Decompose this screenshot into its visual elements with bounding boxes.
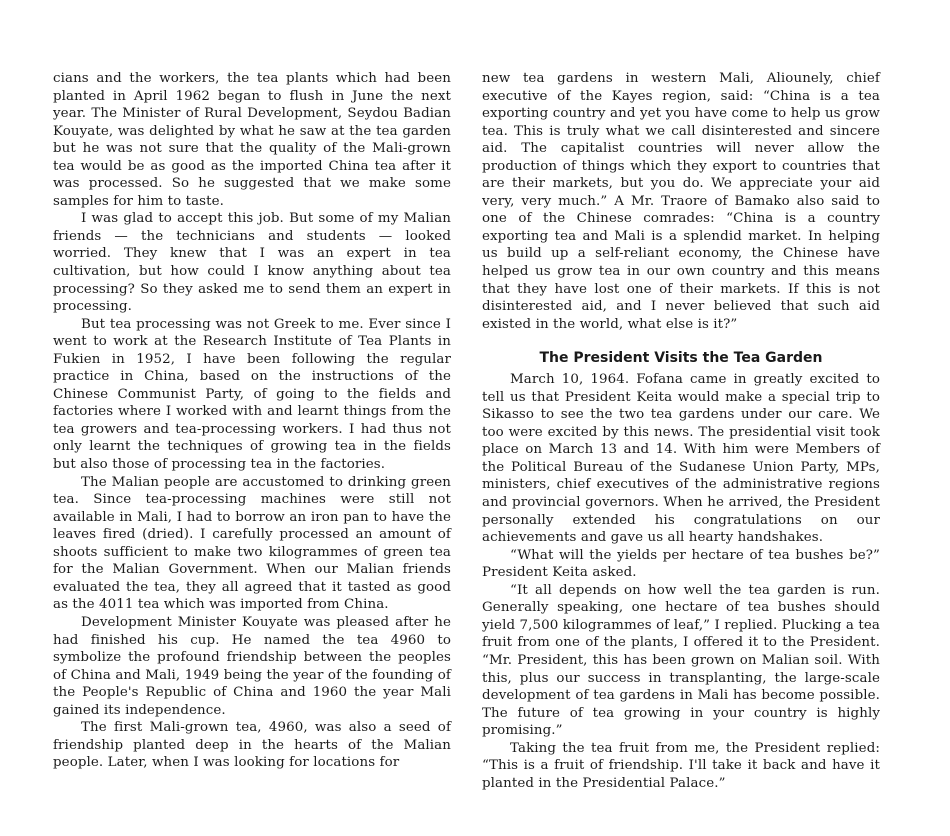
- paragraph: I was glad to accept this job. But some of my Malian friends — the technicians and students — looked worried. They knew that I was an expert in tea cultivation, but how could I know anything about tea processing? So they asked me to send them an expert in processing.: [53, 211, 451, 315]
- paragraph: March 10, 1964. Fofana came in greatly excited to tell us that President Keita would make a special trip to Sikasso to see the two tea gardens under our care. We too were excited by this news. The presidential visit took place on March 13 and 14. With him were Members of the Political Bureau of the Sudanese Union Party, MPs, ministers, chief executives of the administrative regions and provincial governors. When he arrived, the President personally extended his congratulations on our achievements and gave us all hearty handshakes.: [482, 372, 880, 546]
- paragraph: Taking the tea fruit from me, the President replied: “This is a fruit of friendship. I'll take it back and have it planted in the Presidential Palace.”: [482, 740, 880, 791]
- paragraph: cians and the workers, the tea plants which had been planted in April 1962 began to flush in June the next year. The Minister of Rural Development, Seydou Badian Kouyate, was delighted by what he saw at the tea garden but he was not sure that the quality of the Mali-grown tea would be as good as the imported China tea after it was processed. So he suggested that we make some samples for him to taste.: [53, 71, 451, 209]
- right-column: [482, 70, 880, 792]
- paragraph: Development Minister Kouyate was pleased after he had finished his cup. He named the tea 4960 to symbolize the profound friendship between the peoples of China and Mali, 1949 being the year of the founding of the People's Republic of China and 1960 the year Mali gained its independence.: [53, 614, 451, 718]
- paragraph: The first Mali-grown tea, 4960, was also a seed of friendship planted deep in the hearts of the Malian people. Later, when I was looking for locations for: [53, 720, 451, 771]
- paragraph: new tea gardens in western Mali, Aliounely, chief executive of the Kayes region, said: “China is a tea exporting country and yet you have come to help us grow tea. This is truly what we call disinterested and sincere aid. The capitalist countries will never allow the production of things which they export to countries that are their markets, but you do. We appreciate your aid very, very much.” A Mr. Traore of Bamako also said to one of the Chinese comrades: “China is a country exporting tea and Mali is a splendid market. In helping us build up a self-reliant economy, the Chinese have helped us grow tea in our own country and this means that they have lost one of their markets. If this is not disinterested aid, and I never believed that such aid existed in the world, what else is it?”: [482, 71, 880, 332]
- paragraph: The Malian people are accustomed to drinking green tea. Since tea-processing machines were still not available in Mali, I had to borrow an iron pan to have the leaves fired (dried). I carefully processed an amount of shoots sufficient to make two kilogrammes of green tea for the Malian Government. When our Malian friends evaluated the tea, they all agreed that it tasted as good as the 4011 tea which was imported from China.: [53, 474, 451, 613]
- section-heading: The President Visits the Tea Garden: [539, 350, 823, 367]
- left-column: [53, 70, 451, 772]
- paragraph: “What will the yields per hectare of tea bushes be?” President Keita asked.: [482, 547, 880, 581]
- paragraph: But tea processing was not Greek to me. Ever since I went to work at the Research Institute of Tea Plants in Fukien in 1952, I have been following the regular practice in China, based on the instructions of the Chinese Communist Party, of going to the fields and factories where I worked with and learnt things from the tea growers and tea-processing workers. I had thus not only learnt the techniques of growing tea in the fields but also those of processing tea in the factories.: [53, 316, 451, 473]
- paragraph: “It all depends on how well the tea garden is run. Generally speaking, one hectare of tea bushes should yield 7,500 kilogrammes of leaf,” I replied. Plucking a tea fruit from one of the plants, I offered it to the President. “Mr. President, this has been grown on Malian soil. With this, plus our success in transplanting, the large-scale development of tea gardens in Mali has become possible. The future of tea growing in your country is highly promising.”: [482, 582, 880, 739]
